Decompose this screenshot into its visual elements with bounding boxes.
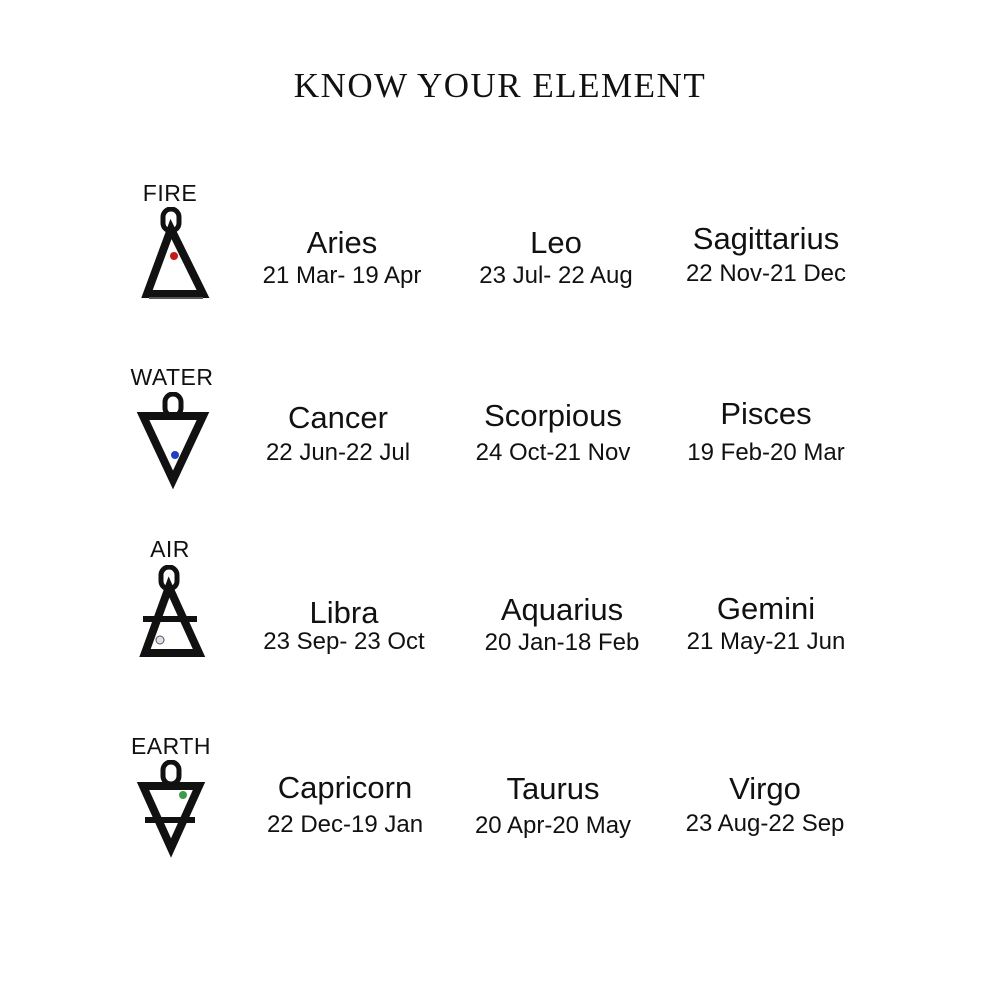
sign-dates: 23 Jul- 22 Aug xyxy=(479,262,633,289)
page-title: KNOW YOUR ELEMENT xyxy=(293,66,707,105)
sign-capricorn xyxy=(235,770,455,840)
sign-name: Capricorn xyxy=(277,770,413,805)
sign-aquarius xyxy=(452,592,672,658)
sign-virgo xyxy=(655,771,875,839)
sign-dates: 19 Feb-20 Mar xyxy=(687,439,845,466)
element-label-earth: EARTH xyxy=(130,733,212,759)
element-label-fire: FIRE xyxy=(142,180,198,206)
air-triangle-pendant-icon xyxy=(131,565,211,675)
sign-leo xyxy=(446,225,666,291)
sign-name: Leo xyxy=(530,225,582,260)
sign-dates: 24 Oct-21 Nov xyxy=(475,439,631,466)
sign-dates: 22 Dec-19 Jan xyxy=(266,811,424,838)
earth-stone xyxy=(179,791,187,799)
sign-pisces xyxy=(656,396,876,468)
sign-aries xyxy=(232,225,452,291)
element-row-fire xyxy=(0,175,1000,325)
sign-name: Virgo xyxy=(729,771,801,806)
element-label-air: AIR xyxy=(150,536,190,562)
sign-sagittarius xyxy=(656,221,876,289)
sign-dates: 21 Mar- 19 Apr xyxy=(262,262,422,289)
fire-triangle-pendant-icon xyxy=(133,207,213,317)
earth-triangle-pendant-icon xyxy=(131,760,211,870)
sign-dates: 23 Sep- 23 Oct xyxy=(263,628,425,655)
sign-dates: 20 Apr-20 May xyxy=(474,812,632,839)
element-row-water xyxy=(0,360,1000,510)
element-label-water: WATER xyxy=(130,364,214,390)
sign-cancer xyxy=(228,400,448,468)
sign-name: Gemini xyxy=(716,591,816,626)
sign-gemini xyxy=(656,591,876,657)
sign-dates: 21 May-21 Jun xyxy=(686,628,846,655)
element-row-air xyxy=(0,530,1000,680)
sign-taurus xyxy=(443,771,663,841)
sign-name: Pisces xyxy=(720,396,812,431)
sign-dates: 22 Nov-21 Dec xyxy=(685,260,847,287)
sign-name: Libra xyxy=(309,595,379,630)
sign-dates: 20 Jan-18 Feb xyxy=(484,629,640,656)
sign-dates: 23 Aug-22 Sep xyxy=(685,810,845,837)
sign-name: Aries xyxy=(306,225,378,260)
water-triangle-pendant-icon xyxy=(133,392,213,502)
sign-name: Scorpious xyxy=(484,398,622,433)
sign-libra xyxy=(234,595,454,657)
sign-name: Sagittarius xyxy=(692,221,840,256)
sign-name: Cancer xyxy=(288,400,388,435)
fire-stone xyxy=(170,252,178,260)
water-stone xyxy=(171,451,179,459)
sign-name: Aquarius xyxy=(500,592,624,627)
element-row-earth xyxy=(0,728,1000,878)
sign-dates: 22 Jun-22 Jul xyxy=(265,439,411,466)
sign-name: Taurus xyxy=(506,771,600,806)
air-stone xyxy=(156,636,164,644)
sign-scorpious xyxy=(443,398,663,468)
